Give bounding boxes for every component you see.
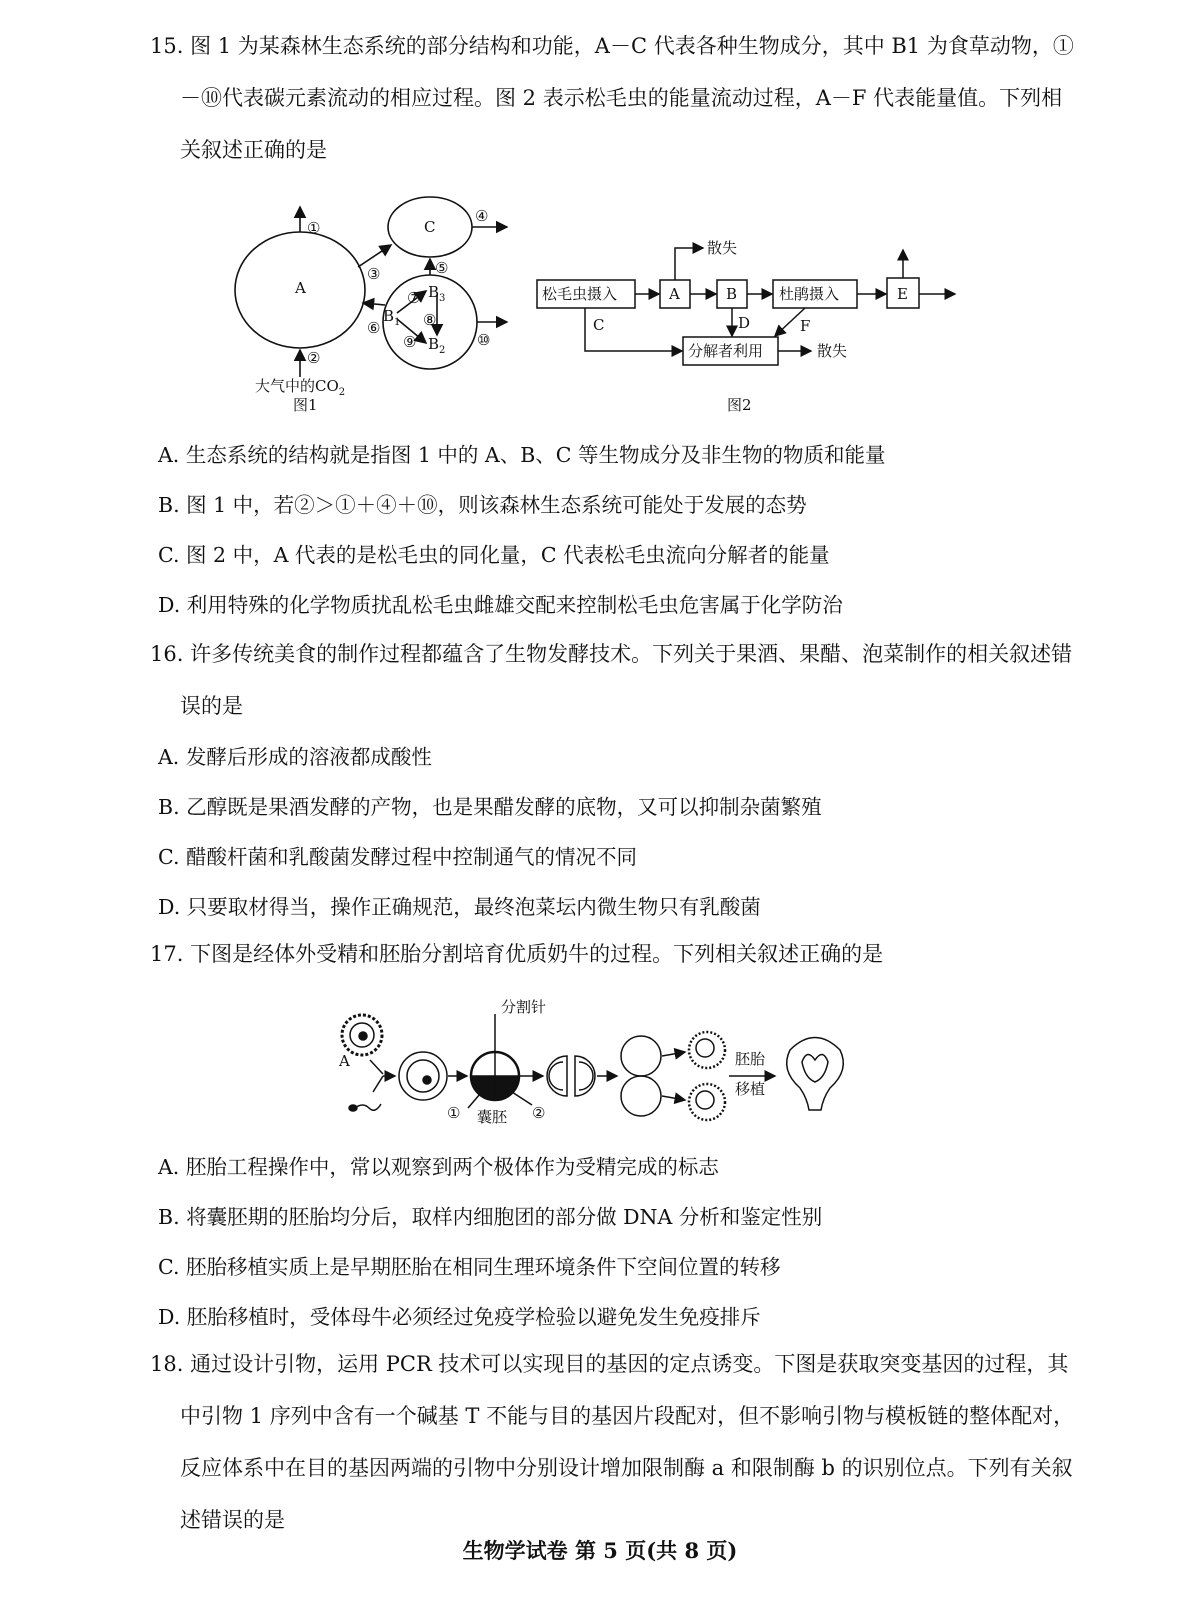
fig3-transfer-1: 胚胎 (735, 1050, 766, 1068)
fig1-process-10: ⑩ (477, 331, 491, 349)
q15-option-d: D. 利用特殊的化学物质扰乱松毛虫雌雄交配来控制松毛虫危害属于化学防治 (158, 593, 843, 617)
question-17-stem: 17. 下图是经体外受精和胚胎分割培育优质奶牛的过程。下列相关叙述正确的是 (150, 942, 884, 966)
fig1-process-5: ⑤ (435, 259, 449, 277)
fig1-label-c: C (424, 218, 436, 236)
q16-option-d: D. 只要取材得当，操作正确规范，最终泡菜坛内微生物只有乳酸菌 (158, 895, 761, 919)
fig1-label-a: A (295, 279, 306, 297)
fig1-caption: 图1 (293, 396, 318, 414)
fig2-lost-bottom: 散失 (817, 342, 848, 360)
fig2-lost-top: 散失 (707, 239, 738, 257)
fig1-process-8: ⑧ (423, 311, 437, 329)
fig3-label-2: ② (532, 1104, 546, 1122)
fig2-box-cuckoo: 杜鹃摄入 (779, 285, 840, 303)
q17-option-a: A. 胚胎工程操作中，常以观察到两个极体作为受精完成的标志 (158, 1155, 719, 1179)
figure-embryo-splitting (335, 990, 855, 1130)
question-17 (150, 928, 1080, 980)
figure-2-energy-flow (535, 230, 975, 415)
q16-option-b: B. 乙醇既是果酒发酵的产物，也是果醋发酵的底物，又可以抑制杂菌繁殖 (158, 795, 822, 819)
page-footer: 生物学试卷 第 5 页(共 8 页) (462, 1538, 738, 1563)
fig3-label-1: ① (447, 1104, 461, 1122)
fig1-process-9: ⑨ (403, 333, 417, 351)
q17-option-c: C. 胚胎移植实质上是早期胚胎在相同生理环境条件下空间位置的转移 (158, 1255, 781, 1279)
fig3-needle: 分割针 (501, 998, 547, 1016)
figure-1-carbon-cycle (225, 195, 525, 415)
question-18 (150, 1338, 1080, 1546)
fig1-label-b1: $B_1$ (383, 307, 401, 328)
q15-option-a: A. 生态系统的结构就是指图 1 中的 A、B、C 等生物成分及非生物的物质和能量 (158, 443, 886, 467)
fig2-label-d: D (738, 314, 751, 332)
fig2-label-f: F (800, 317, 811, 335)
fig1-process-2: ② (307, 349, 321, 367)
fig3-label-a: A (339, 1052, 350, 1070)
q15-option-c: C. 图 2 中，A 代表的是松毛虫的同化量，C 代表松毛虫流向分解者的能量 (158, 543, 830, 567)
fig1-process-7: ⑦ (407, 289, 421, 307)
fig1-atmosphere-co2: 大气中的$CO_2$ (255, 377, 346, 398)
question-15-stem: 15. 图 1 为某森林生态系统的部分结构和功能，A－C 代表各种生物成分，其中 B1 为食草动物，①－⑩代表碳元素流动的相应过程。图 2 表示松毛虫的能量流动过程，A－F 代表能量值。下列相关叙述正确的是 (150, 34, 1074, 162)
q17-option-d: D. 胚胎移植时，受体母牛必须经过免疫学检验以避免发生免疫排斥 (158, 1305, 761, 1329)
fig2-caption: 图2 (727, 396, 752, 414)
q16-option-c: C. 醋酸杆菌和乳酸菌发酵过程中控制通气的情况不同 (158, 845, 637, 869)
question-16-stem: 16. 许多传统美食的制作过程都蕴含了生物发酵技术。下列关于果酒、果醋、泡菜制作的相关叙述错误的是 (150, 642, 1073, 718)
question-16 (150, 628, 1080, 732)
fig2-box-e: E (897, 285, 908, 303)
fig2-box-a: A (669, 285, 680, 303)
fig1-process-3: ③ (367, 265, 381, 283)
fig2-box-ingestion: 松毛虫摄入 (542, 285, 618, 303)
fig1-process-1: ① (307, 219, 321, 237)
fig2-box-decomposer: 分解者利用 (688, 342, 764, 360)
fig1-process-6: ⑥ (367, 319, 381, 337)
question-15 (150, 20, 1080, 176)
fig3-blastocyst: 囊胚 (477, 1108, 508, 1126)
q15-option-b: B. 图 1 中，若②＞①＋④＋⑩，则该森林生态系统可能处于发展的态势 (158, 493, 807, 517)
q16-option-a: A. 发酵后形成的溶液都成酸性 (158, 745, 432, 769)
fig1-label-b2: $B_2$ (428, 335, 446, 356)
q17-option-b: B. 将囊胚期的胚胎均分后，取样内细胞团的部分做 DNA 分析和鉴定性别 (158, 1205, 823, 1229)
fig3-transfer-2: 移植 (735, 1080, 766, 1098)
question-18-stem: 18. 通过设计引物，运用 PCR 技术可以实现目的基因的定点诱变。下图是获取突变基因的过程，其中引物 1 序列中含有一个碱基 T 不能与目的基因片段配对，但不影响引物与模板链的整体配对，反应体系中在目的基因两端的引物中分别设计增加限制酶 a 和限制酶 b 的识别位点。下列有关叙述错误的是 (150, 1352, 1075, 1532)
fig2-box-b: B (726, 285, 738, 303)
fig1-label-b3: $B_3$ (428, 283, 446, 304)
fig2-label-c: C (593, 316, 605, 334)
fig1-process-4: ④ (475, 207, 489, 225)
